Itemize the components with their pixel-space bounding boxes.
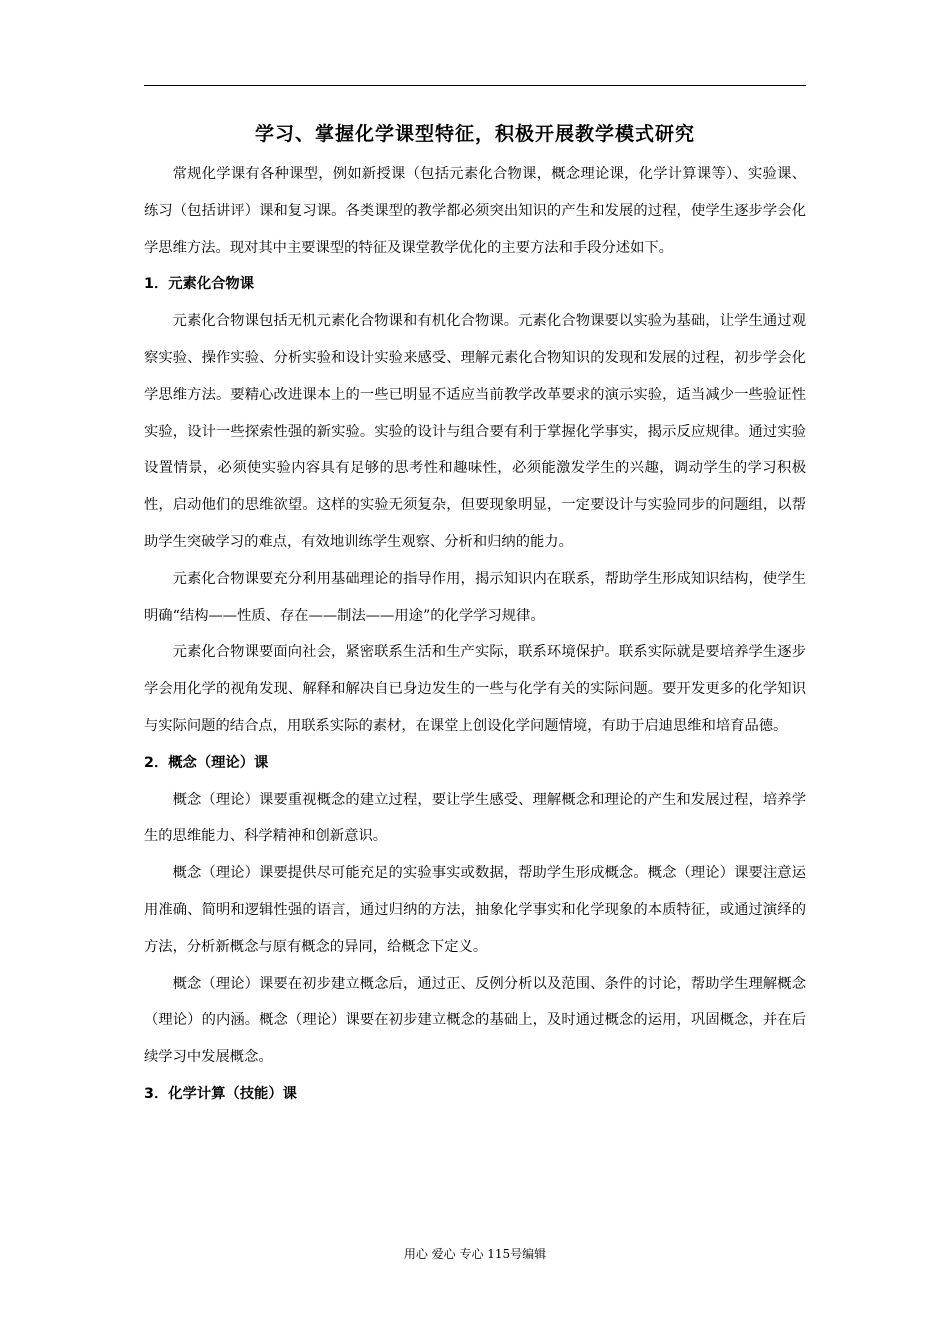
intro-paragraph: 常规化学课有各种课型，例如新授课（包括元素化合物课，概念理论课，化学计算课等）、实验课、练习（包括讲评）课和复习课。各类课型的教学都必须突出知识的产生和发展的过程，使学生逐步学会化学思维方法。现对其中主要课型的特征及课堂教学优化的主要方法和手段分述如下。 xyxy=(144,166,806,256)
section-chemical-calculation xyxy=(144,1076,806,1113)
section-paragraph: 元素化合物课要面向社会，紧密联系生活和生产实际，联系环境保护。联系实际就是要培养学生逐步学会用化学的视角发现、解释和解决自已身边发生的一些与化学有关的实际问题。要开发更多的化学知识与实际问题的结合点，用联系实际的素材，在课堂上创设化学问题情境，有助于启迪思维和培育品德。 xyxy=(144,644,806,734)
section-paragraph: 概念（理论）课要提供尽可能充足的实验事实或数据，帮助学生形成概念。概念（理论）课要注意运用准确、简明和逻辑性强的语言，通过归纳的方法，抽象化学事实和化学现象的本质特征，或通过演绎的方法，分析新概念与原有概念的异同，给概念下定义。 xyxy=(144,865,806,955)
section-concept-theory xyxy=(144,745,806,1076)
header-rule xyxy=(144,85,806,86)
page-footer: 用心 爱心 专心 115号编辑 xyxy=(403,1247,547,1261)
section-heading: 3．化学计算（技能）课 xyxy=(144,1085,297,1102)
section-paragraph: 概念（理论）课要重视概念的建立过程，要让学生感受、理解概念和理论的产生和发展过程，培养学生的思维能力、科学精神和创新意识。 xyxy=(144,791,806,845)
document-body xyxy=(144,114,806,1113)
document-title: 学习、掌握化学课型特征，积极开展教学模式研究 xyxy=(254,123,695,145)
section-element-compounds xyxy=(144,266,806,744)
section-paragraph: 元素化合物课包括无机元素化合物课和有机化合物课。元素化合物课要以实验为基础，让学生通过观察实验、操作实验、分析实验和设计实验来感受、理解元素化合物知识的发现和发展的过程，初步学会化学思维方法。要精心改进课本上的一些已明显不适应当前教学改革要求的演示实验，适当减少一些验证性实验，设计一些探索性强的新实验。实验的设计与组合要有利于掌握化学事实，揭示反应规律。通过实验设置情景，必须使实验内容具有足够的思考性和趣味性，必须能激发学生的兴趣，调动学生的学习积极性，启动他们的思维欲望。这样的实验无须复杂，但要现象明显，一定要设计与实验同步的问题组，以帮助学生突破学习的难点，有效地训练学生观察、分析和归纳的能力。 xyxy=(144,313,806,550)
section-heading: 2．概念（理论）课 xyxy=(144,754,269,771)
section-heading: 1．元素化合物课 xyxy=(144,276,255,293)
section-paragraph: 概念（理论）课要在初步建立概念后，通过正、反例分析以及范围、条件的讨论，帮助学生理解概念（理论）的内涵。概念（理论）课要在初步建立概念的基础上，及时通过概念的运用，巩固概念，并在后续学习中发展概念。 xyxy=(144,975,806,1066)
section-paragraph: 元素化合物课要充分利用基础理论的指导作用，揭示知识内在联系，帮助学生形成知识结构，使学生明确“结构——性质、存在——制法——用途”的化学学习规律。 xyxy=(144,570,806,624)
